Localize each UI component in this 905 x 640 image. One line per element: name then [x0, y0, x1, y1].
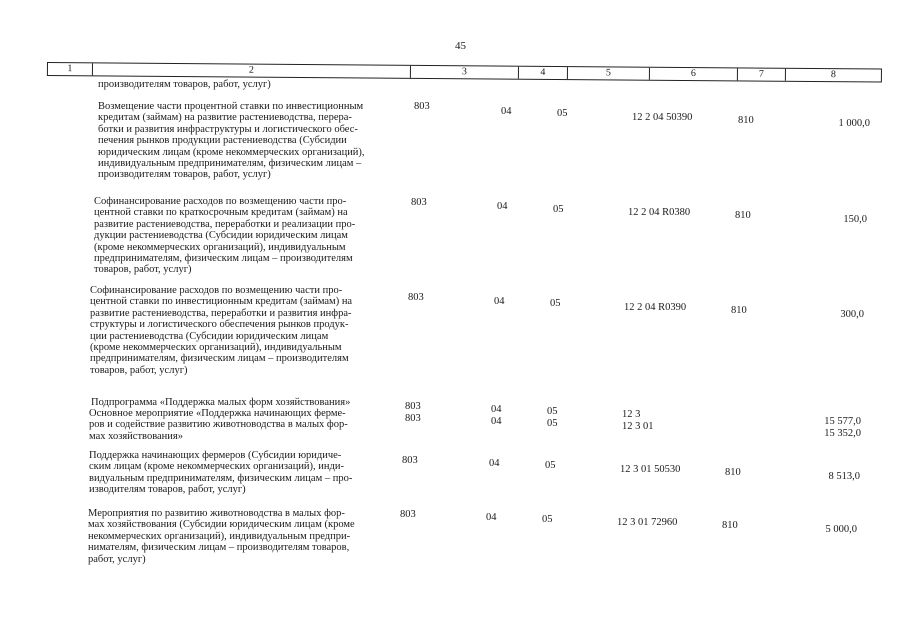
row-ministry-code: 803 — [405, 401, 421, 412]
page-number: 45 — [455, 40, 466, 52]
row-target-article: 12 3 01 — [622, 421, 654, 432]
row-expense-type: 810 — [725, 467, 741, 478]
header-col-7: 7 — [738, 68, 786, 80]
row-target-article: 12 3 01 72960 — [617, 517, 678, 528]
row-ministry-code: 803 — [405, 413, 421, 424]
row-subsection-code: 05 — [545, 460, 556, 471]
header-col-4: 4 — [519, 67, 568, 79]
row-amount: 150,0 — [843, 214, 867, 225]
row-target-article: 12 2 04 R0390 — [624, 302, 687, 313]
row-subsection-code: 05 — [542, 514, 553, 525]
continued-description: производителям товаров, работ, услуг) — [98, 79, 271, 90]
row-description: Основное мероприятие «Поддержка начинающих ферме- ров и содействие развитию животноводства в малых фор- мах хозяйствования» — [89, 408, 348, 442]
header-col-3: 3 — [411, 66, 519, 79]
header-col-1: 1 — [48, 63, 93, 75]
row-expense-type: 810 — [738, 115, 754, 126]
row-amount: 300,0 — [840, 309, 864, 320]
header-col-2: 2 — [93, 63, 411, 77]
row-subsection-code: 05 — [550, 298, 561, 309]
row-subsection-code: 05 — [553, 204, 564, 215]
row-amount: 1 000,0 — [838, 118, 870, 129]
row-description: Софинансирование расходов по возмещению части про- центной ставки по инвестиционным кредитам (займам) на развитие растениеводства, переработки и развития инфра- структуры и логистического обеспечения рынков продук- ции растениеводства (Субсидии юридическим лицам (кроме некоммерческих организаций), индивидуальным предпринимателям, физическим лицам – производителям товаров, работ, услуг) — [90, 285, 353, 376]
row-description: Софинансирование расходов по возмещению части про- центной ставки по краткосрочным кредитам (займам) на развитие растениеводства, переработки и реализации про- дукции растениеводства (Субсидии юридическим лицам (кроме некоммерческих организаций), индивидуальным предпринимателям, физическим лицам – производителям товаров, работ, услуг) — [94, 196, 356, 276]
row-section-code: 04 — [491, 416, 502, 427]
row-amount: 5 000,0 — [825, 524, 857, 535]
row-section-code: 04 — [497, 201, 508, 212]
row-target-article: 12 2 04 50390 — [632, 112, 693, 123]
row-section-code: 04 — [494, 296, 505, 307]
row-ministry-code: 803 — [400, 509, 416, 520]
row-ministry-code: 803 — [411, 197, 427, 208]
row-description: Возмещение части процентной ставки по инвестиционным кредитам (займам) на развитие растениеводства, перера- ботки и развития инфраструктуры и логистического обес- печения рынков продукции растениеводства (Субсидии юридическим лицам (кроме некоммерческих организаций), индивидуальным предпринимателям, физическим лицам – производителям товаров, работ, услуг) — [98, 101, 365, 181]
row-ministry-code: 803 — [408, 292, 424, 303]
header-col-6: 6 — [650, 68, 738, 81]
row-subsection-code: 05 — [547, 406, 558, 417]
row-subsection-code: 05 — [547, 418, 558, 429]
row-section-code: 04 — [491, 404, 502, 415]
row-expense-type: 810 — [731, 305, 747, 316]
row-description: Поддержка начинающих фермеров (Субсидии юридиче- ским лицам (кроме некоммерческих организаций), инди- видуальным предпринимателям, физическим лицам – про- изводителям товаров, работ, услуг) — [89, 450, 353, 496]
row-section-code: 04 — [486, 512, 497, 523]
header-col-5: 5 — [568, 67, 650, 80]
row-target-article: 12 3 — [622, 409, 641, 420]
row-expense-type: 810 — [735, 210, 751, 221]
row-ministry-code: 803 — [414, 101, 430, 112]
row-section-code: 04 — [489, 458, 500, 469]
row-amount: 15 352,0 — [824, 428, 861, 439]
row-subsection-code: 05 — [557, 108, 568, 119]
row-description: Подпрограмма «Поддержка малых форм хозяйствования» — [91, 397, 351, 408]
header-col-8: 8 — [830, 69, 836, 81]
row-expense-type: 810 — [722, 520, 738, 531]
row-amount: 8 513,0 — [828, 471, 860, 482]
row-description: Мероприятия по развитию животноводства в малых фор- мах хозяйствования (Субсидии юридическим лицам (кроме некоммерческих организаций), индивидуальным предпри- нимателям, физическим лицам – производителям товаров, работ, услуг) — [88, 508, 355, 565]
row-section-code: 04 — [501, 106, 512, 117]
row-amount: 15 577,0 — [824, 416, 861, 427]
row-target-article: 12 2 04 R0380 — [628, 207, 691, 218]
row-ministry-code: 803 — [402, 455, 418, 466]
row-target-article: 12 3 01 50530 — [620, 464, 681, 475]
